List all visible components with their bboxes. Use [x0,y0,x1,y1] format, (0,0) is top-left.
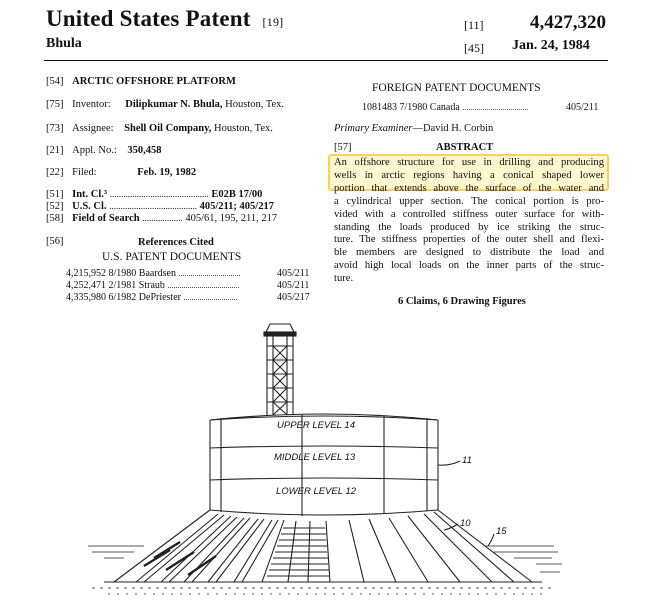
ref-10-label: 10 [460,518,471,529]
cited-foreign-row: 1081483 7/1980 Canada ................................. [362,102,529,113]
application-field: [21] Appl. No.: 350,458 [46,145,162,156]
abstract-line: avoid high local loads on the inner parts of the struc- [334,260,604,272]
patent-drawing-figure [84,320,564,605]
cited-us-row: 4,215,952 8/1980 Baardsen ............................... [66,268,241,279]
int-cl-value: E02B 17/00 [211,189,263,200]
title-field: [54] ARCTIC OFFSHORE PLATFORM [46,76,236,87]
cited-us-class: 405/211 [277,280,310,291]
cited-us-class: 405/217 [277,292,310,303]
abstract-line: a cylindrical upper section. The conical portion is pro- [334,195,604,207]
conical-lower-portion [104,510,542,582]
ref-11-leader [438,461,460,465]
primary-examiner: Primary Examiner—David H. Corbin [334,123,494,134]
abstract-line: ture. [334,273,354,285]
middle-level-label: MIDDLE LEVEL 13 [274,452,356,463]
cited-us-row: 4,252,471 2/1981 Straub .................................... [66,280,240,291]
patent-number: 4,427,320 [530,12,606,33]
ref-11-label: 11 [462,455,472,466]
number-code: [11] [464,18,484,32]
inventor-field: [75] Inventor: Dilipkumar N. Bhula, Houston, Tex. [46,99,285,110]
search-value: 405/61, 195, 211, 217 [185,213,278,224]
abstract-line: portion that extends above the surface of the water and [334,182,604,194]
invention-title: ARCTIC OFFSHORE PLATFORM [72,76,236,87]
abstract-line: ture. The stiffness properties of the outer shell and flexi- [334,234,604,246]
us-patent-docs-heading: U.S. PATENT DOCUMENTS [102,251,242,263]
lower-level-label: LOWER LEVEL 12 [276,486,357,497]
cited-us-class: 405/211 [277,268,310,279]
platform-drawing-svg [84,320,564,605]
foreign-patent-docs-heading: FOREIGN PATENT DOCUMENTS [372,82,541,94]
abstract-line: vided with a controlled stiffness outer surface for with- [334,208,604,220]
patent-header-title: United States Patent [19] [46,6,284,31]
abstract-line: An offshore structure for use in drilling and producing [334,157,604,168]
assignee-field: [73] Assignee: Shell Oil Company, Houston, Tex. [46,123,273,134]
abstract-line: ble members are designed to distribute the load and [334,247,604,259]
date-code: [45] [464,41,484,55]
us-cl-field: [52] U.S. Cl. ....................................... 405/211; 405/217 [46,201,274,212]
ref-15-leader [488,534,494,546]
filed-date: Feb. 19, 1982 [137,167,197,178]
assignee-name: Shell Oil Company, [124,123,212,134]
cited-us-row: 4,335,980 6/1982 DePriester ........................... [66,292,238,303]
filed-field: [22] Filed: Feb. 19, 1982 [46,167,197,178]
cited-foreign-class: 405/211 [566,102,599,113]
examiner-name: —David H. Corbin [412,123,494,134]
abstract-line: wells in arctic regions having a conical shaped lower [334,169,604,181]
int-cl-field: [51] Int. Cl.³ ............................................ E02B 17/00 [46,189,263,200]
abstract-text [334,157,604,286]
inventor-surname: Bhula [46,36,82,51]
references-code: [56] [46,236,64,247]
field-of-search: [58] Field of Search .................. 405/61, 195, 211, 217 [46,213,278,224]
abstract-line: standing the loads produced by ice striking the struc- [334,221,604,233]
header-rule [44,60,608,61]
upper-level-label: UPPER LEVEL 14 [277,420,355,431]
references-heading: References Cited [138,237,214,248]
abstract-code: [57] [334,142,352,153]
abstract-heading: ABSTRACT [436,142,494,153]
issue-date: Jan. 24, 1984 [512,38,590,53]
application-number: 350,458 [127,145,162,156]
inventor-name: Dilipkumar N. Bhula, [125,99,223,110]
ref-15-label: 15 [496,526,507,537]
header-title-code: [19] [262,15,284,29]
claims-count: 6 Claims, 6 Drawing Figures [398,296,526,307]
derrick-tower [264,324,296,415]
us-cl-value: 405/211; 405/217 [199,201,274,212]
